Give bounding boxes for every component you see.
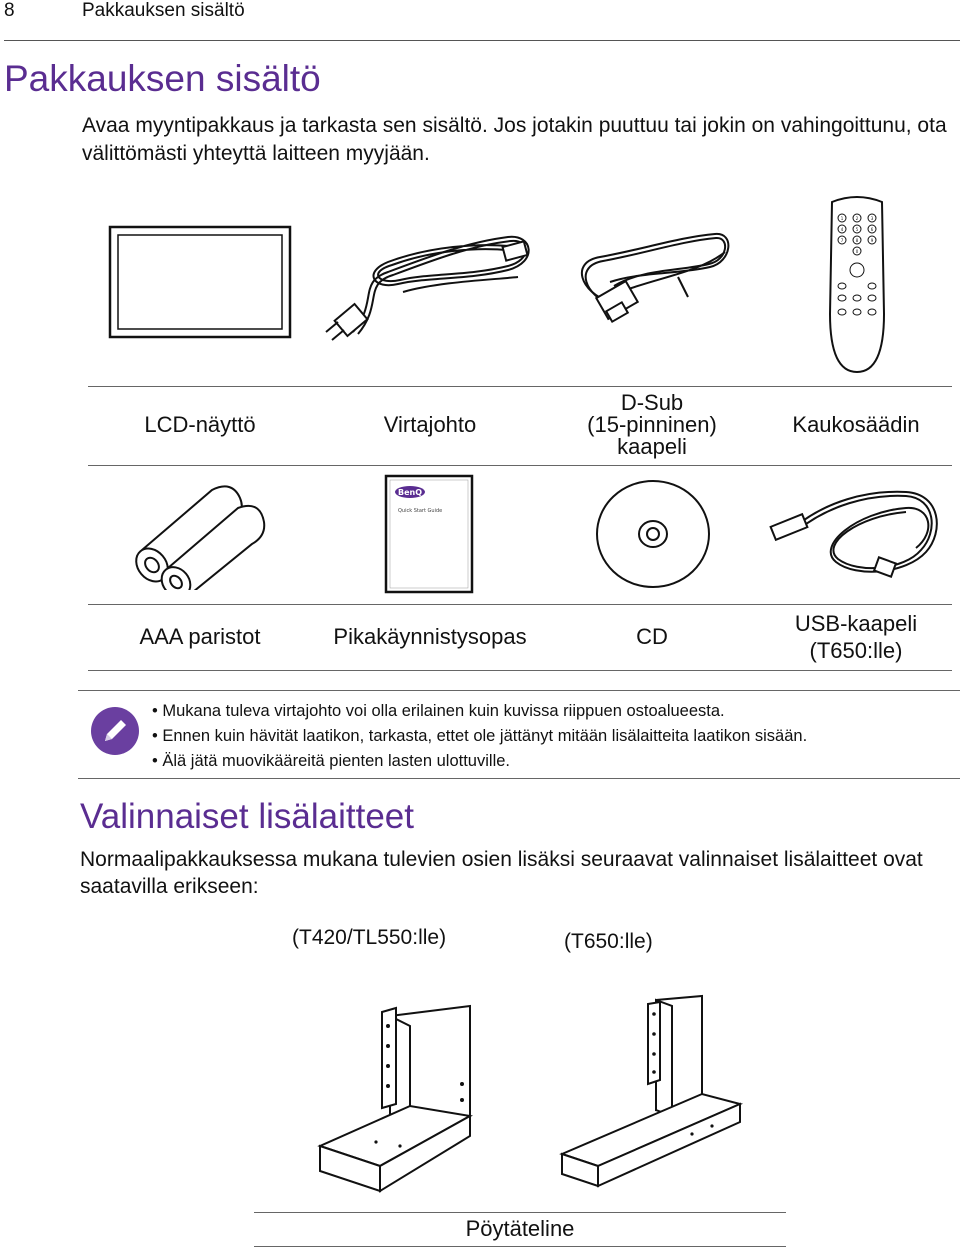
remote-key-label: 7 — [840, 238, 844, 243]
remote-key-label: 6 — [870, 227, 874, 232]
label-stand-a: (T420/TL550:lle) — [292, 926, 447, 949]
note-item: • Mukana tuleva virtajohto voi olla erilainen kuin kuvissa riippuen ostoalueesta. — [152, 702, 725, 720]
label-stand-b: (T650:lle) — [564, 930, 653, 953]
pencil-note-icon — [90, 706, 140, 756]
label-batteries: AAA paristot — [139, 624, 261, 649]
note-text: Mukana tuleva virtajohto voi olla erilainen kuin kuvissa riippuen ostoalueesta. — [162, 702, 725, 720]
label-cd: CD — [636, 624, 668, 649]
cd-illustration — [594, 478, 712, 590]
label-dsub-3: kaapeli — [617, 434, 687, 459]
optional-paragraph: Normaalipakkauksessa mukana tulevien osien lisäksi seuraavat valinnaiset lisälaitteet ovat saatavilla erikseen: — [80, 848, 923, 898]
section-title-optional: Valinnaiset lisälaitteet — [80, 797, 414, 836]
power-cord-illustration — [318, 222, 540, 344]
label-quick-guide: Pikakäynnistysopas — [333, 624, 527, 649]
label-dsub-2: (15-pinninen) — [587, 412, 717, 437]
note-item: • Ennen kuin hävität laatikon, tarkasta, ettet ole jättänyt mitään lisälaitteita laatikon sisään. — [152, 727, 808, 745]
running-header: Pakkauksen sisältö — [82, 0, 245, 21]
label-usb-2: (T650:lle) — [809, 638, 903, 663]
dsub-cable-illustration — [570, 222, 736, 336]
label-dsub-1: D-Sub — [620, 390, 684, 415]
remote-control-illustration — [826, 194, 888, 374]
header-divider — [4, 40, 960, 41]
stand-a-illustration — [300, 996, 486, 1196]
note-text: Ennen kuin hävität laatikon, tarkasta, ettet ole jättänyt mitään lisälaitteita laatikon sisään. — [162, 727, 808, 745]
note-bottom-rule — [78, 778, 960, 779]
note-item: • Älä jätä muovikääreitä pienten lasten ulottuville. — [152, 752, 510, 770]
remote-key-label: 0 — [855, 249, 859, 254]
label-lcd: LCD-näyttö — [144, 412, 256, 437]
figure-rule — [254, 1246, 786, 1247]
label-power-cord: Virtajohto — [383, 412, 477, 437]
batteries-illustration — [132, 480, 272, 590]
figure-caption: Pöytäteline — [465, 1216, 575, 1241]
remote-key-label: 8 — [855, 238, 859, 243]
figure-rule — [254, 1212, 786, 1213]
label-usb-1: USB-kaapeli — [794, 611, 918, 636]
guide-title: Quick Start Guide — [398, 508, 443, 514]
remote-key-label: 2 — [855, 216, 859, 221]
remote-key-label: 9 — [870, 238, 874, 243]
table-rule — [88, 670, 952, 671]
table-rule — [88, 604, 952, 605]
usb-cable-illustration — [766, 482, 944, 588]
table-rule — [88, 386, 952, 387]
label-remote: Kaukosäädin — [792, 412, 920, 437]
page-number: 8 — [4, 0, 15, 21]
guide-brand: BenQ — [397, 488, 423, 497]
note-top-rule — [78, 690, 960, 691]
remote-key-label: 1 — [840, 216, 844, 221]
stand-b-illustration — [552, 994, 744, 1194]
quick-guide-illustration — [384, 474, 476, 596]
lcd-monitor-illustration — [108, 225, 292, 339]
table-rule — [88, 465, 952, 466]
intro-paragraph: Avaa myyntipakkaus ja tarkasta sen sisältö. Jos jotakin puuttuu tai jokin on vahingoittunu, ota välittömästi yhteyttä laitteen myyjään. — [82, 114, 947, 165]
remote-key-label: 4 — [840, 227, 844, 232]
note-text: Älä jätä muovikääreitä pienten lasten ulottuville. — [162, 752, 510, 770]
page-title: Pakkauksen sisältö — [4, 58, 321, 99]
remote-key-label: 5 — [855, 227, 859, 232]
remote-key-label: 3 — [870, 216, 874, 221]
